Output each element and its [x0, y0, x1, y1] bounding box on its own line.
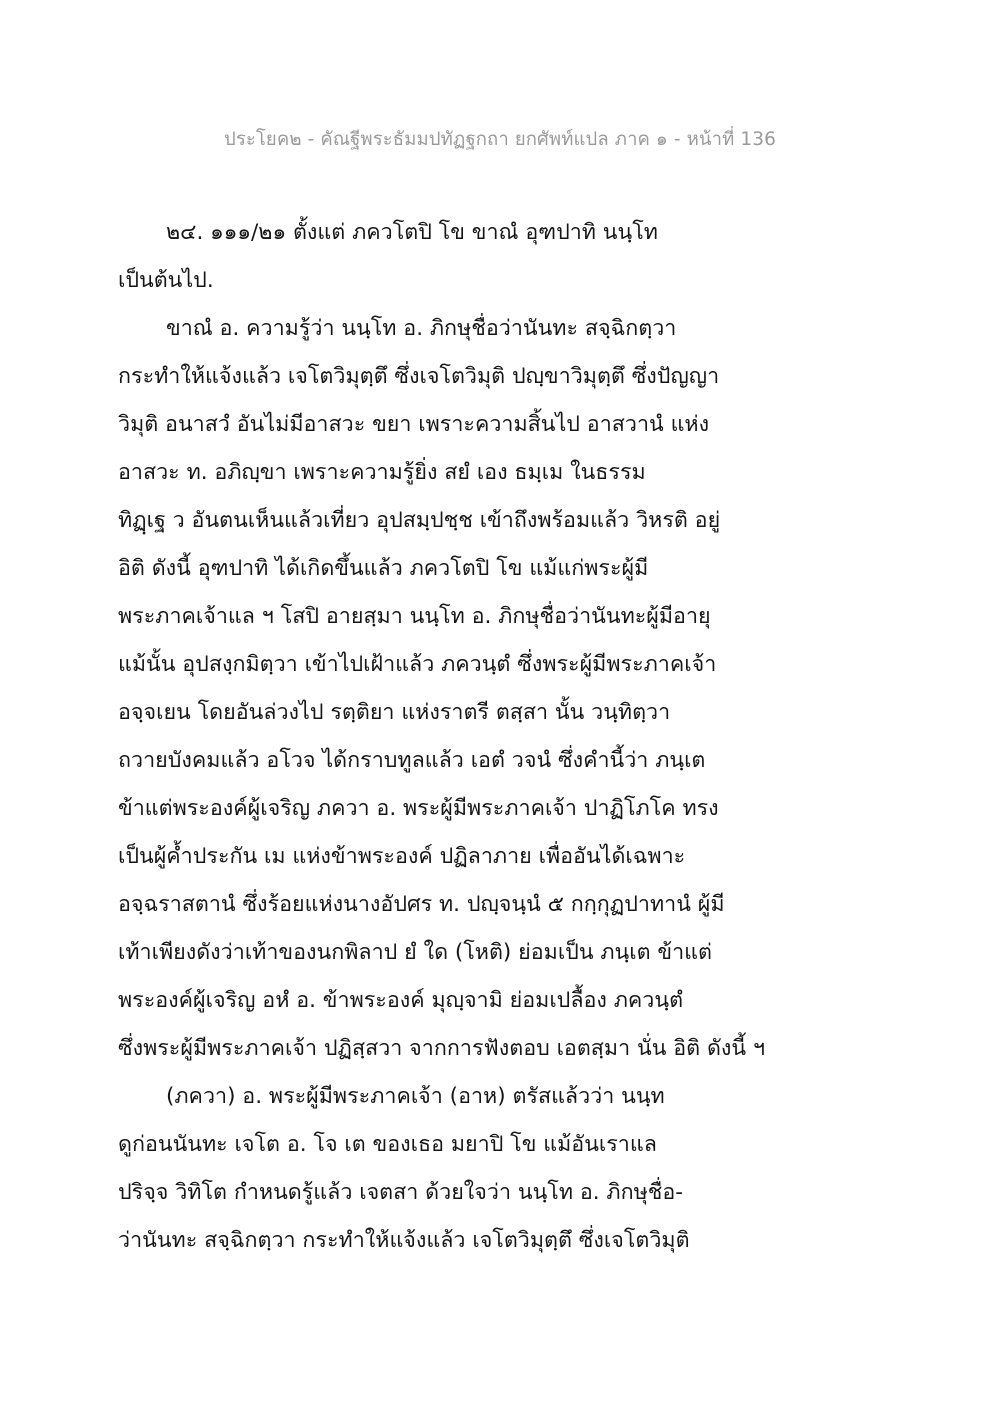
text-line: ซึ่งพระผู้มีพระภาคเจ้า ปฏิสฺสวา จากการฟังตอบ เอตสฺมา นั่น อิติ ดังนี้ ฯ [118, 1036, 766, 1061]
text-line: เป็นผู้ค้ำประกัน เม แห่งข้าพระองค์ ปฏิลาภาย เพื่ออันได้เฉพาะ [118, 844, 686, 869]
text-line: พระองค์ผู้เจริญ อหํ อ. ข้าพระองค์ มุญฺจามิ ย่อมเปลื้อง ภควนฺตํ [118, 988, 684, 1013]
text-line: วิมุติ อนาสวํ อันไม่มีอาสวะ ขยา เพราะความสิ้นไป อาสวานํ แห่ง [118, 412, 710, 437]
text-line: ดูก่อนนันทะ เจโต อ. โจ เต ของเธอ มยาปิ โข แม้อันเราแล [118, 1132, 657, 1157]
text-line: ข้าแต่พระองค์ผู้เจริญ ภควา อ. พระผู้มีพระภาคเจ้า ปาฏิโภโค ทรง [118, 796, 719, 821]
text-line: ทิฏฺเฐ ว อันตนเห็นแล้วเที่ยว อุปสมฺปชฺช เข้าถึงพร้อมแล้ว วิหรติ อยู่ [118, 508, 721, 533]
text-line: แม้นั้น อุปสงฺกมิตฺวา เข้าไปเฝ้าแล้ว ภควนฺตํ ซึ่งพระผู้มีพระภาคเจ้า [118, 652, 717, 677]
text-line: ว่านันทะ สจฺฉิกตฺวา กระทำให้แจ้งแล้ว เจโตวิมุตฺตึ ซึ่งเจโตวิมุติ [118, 1228, 690, 1253]
text-line: ถวายบังคมแล้ว อโวจ ได้กราบทูลแล้ว เอตํ วจนํ ซึ่งคำนี้ว่า ภนฺเต [118, 748, 706, 773]
text-line: อจฺฉราสตานํ ซึ่งร้อยแห่งนางอัปศร ท. ปญฺจนฺนํ ๕ กกฺกุฏปาทานํ ผู้มี [118, 892, 725, 917]
text-line: ๒๔. ๑๑๑/๒๑ ตั้งแต่ ภควโตปิ โข ขาณํ อุฑปาทิ นนฺโท [166, 220, 658, 245]
text-line: ขาณํ อ. ความรู้ว่า นนฺโท อ. ภิกษุชื่อว่านันทะ สจฺฉิกตฺวา [166, 316, 677, 341]
text-line: เป็นต้นไป. [118, 268, 214, 293]
text-line: อาสวะ ท. อภิญฺขา เพราะความรู้ยิ่ง สยํ เอง ธมฺเม ในธรรม [118, 460, 646, 485]
text-line: อจฺจเยน โดยอันล่วงไป รตฺติยา แห่งราตรี ตสฺสา นั้น วนฺทิตฺวา [118, 700, 671, 725]
text-line: กระทำให้แจ้งแล้ว เจโตวิมุตฺตึ ซึ่งเจโตวิมุติ ปญฺขาวิมุตฺตึ ซึ่งปัญญา [118, 364, 720, 389]
text-line: พระภาคเจ้าแล ฯ โสปิ อายสฺมา นนฺโท อ. ภิกษุชื่อว่านันทะผู้มีอายุ [118, 604, 711, 629]
text-line: อิติ ดังนี้ อุฑปาทิ ได้เกิดขึ้นแล้ว ภควโตปิ โข แม้แก่พระผู้มี [118, 556, 649, 581]
text-line: (ภควา) อ. พระผู้มีพระภาคเจ้า (อาห) ตรัสแล้วว่า นนฺท [166, 1084, 665, 1109]
page-header: ประโยค๒ - คัณฐีพระธัมมปทัฏฐกถา ยกศัพท์แปล ภาค ๑ - หน้าที่ 136 [223, 129, 777, 150]
text-line: เท้าเพียงดังว่าเท้าของนกพิลาป ยํ ใด (โหติ) ย่อมเป็น ภนฺเต ข้าแต่ [118, 940, 712, 965]
text-line: ปริจฺจ วิทิโต กำหนดรู้แล้ว เจตสา ด้วยใจว่า นนฺโท อ. ภิกษุชื่อ- [118, 1180, 684, 1205]
